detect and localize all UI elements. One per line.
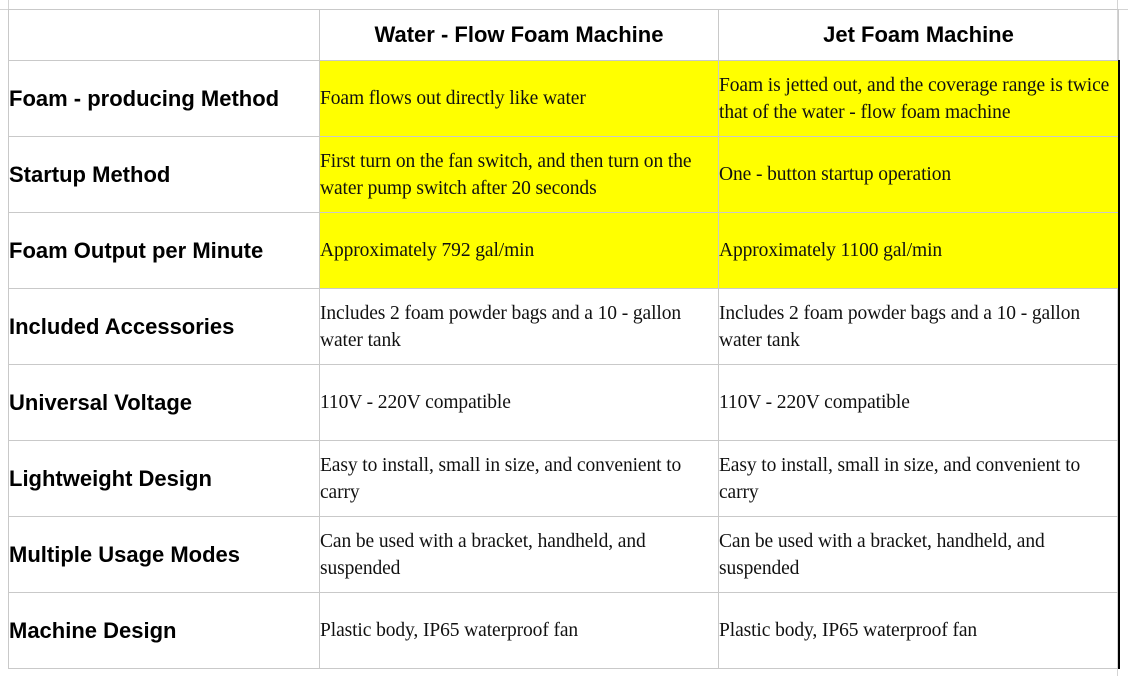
value-cell-jet[interactable]: Includes 2 foam powder bags and a 10 - gallon water tank xyxy=(719,289,1119,365)
row-label-cell[interactable]: Foam - producing Method xyxy=(9,61,320,137)
corner-cell[interactable] xyxy=(9,10,320,61)
value-cell-jet[interactable]: Easy to install, small in size, and convenient to carry xyxy=(719,441,1119,517)
value-cell-jet[interactable]: Approximately 1100 gal/min xyxy=(719,213,1119,289)
value-cell-jet[interactable]: Can be used with a bracket, handheld, and suspended xyxy=(719,517,1119,593)
value-cell-water-flow[interactable]: Easy to install, small in size, and convenient to carry xyxy=(320,441,719,517)
table-row xyxy=(9,441,1119,517)
value-cell-water-flow[interactable]: Approximately 792 gal/min xyxy=(320,213,719,289)
value-cell-jet[interactable]: One - button startup operation xyxy=(719,137,1119,213)
table-row xyxy=(9,593,1119,669)
value-cell-water-flow[interactable]: Can be used with a bracket, handheld, and suspended xyxy=(320,517,719,593)
value-cell-water-flow[interactable]: Plastic body, IP65 waterproof fan xyxy=(320,593,719,669)
row-label-cell[interactable]: Machine Design xyxy=(9,593,320,669)
table-row xyxy=(9,365,1119,441)
row-label-cell[interactable]: Universal Voltage xyxy=(9,365,320,441)
table-row xyxy=(9,61,1119,137)
table-row xyxy=(9,137,1119,213)
value-cell-jet[interactable]: Foam is jetted out, and the coverage range is twice that of the water - flow foam machine xyxy=(719,61,1119,137)
value-cell-jet[interactable]: 110V - 220V compatible xyxy=(719,365,1119,441)
row-label-cell[interactable]: Startup Method xyxy=(9,137,320,213)
value-cell-water-flow[interactable]: Foam flows out directly like water xyxy=(320,61,719,137)
header-row xyxy=(9,10,1119,61)
value-cell-water-flow[interactable]: 110V - 220V compatible xyxy=(320,365,719,441)
table-row xyxy=(9,517,1119,593)
comparison-table xyxy=(8,9,1120,669)
value-cell-water-flow[interactable]: First turn on the fan switch, and then turn on the water pump switch after 20 seconds xyxy=(320,137,719,213)
row-label-cell[interactable]: Lightweight Design xyxy=(9,441,320,517)
column-header-jet[interactable]: Jet Foam Machine xyxy=(719,10,1119,61)
column-header-water-flow[interactable]: Water - Flow Foam Machine xyxy=(320,10,719,61)
row-label-cell[interactable]: Multiple Usage Modes xyxy=(9,517,320,593)
row-label-cell[interactable]: Foam Output per Minute xyxy=(9,213,320,289)
value-cell-jet[interactable]: Plastic body, IP65 waterproof fan xyxy=(719,593,1119,669)
table-row xyxy=(9,213,1119,289)
table-row xyxy=(9,289,1119,365)
value-cell-water-flow[interactable]: Includes 2 foam powder bags and a 10 - gallon water tank xyxy=(320,289,719,365)
row-label-cell[interactable]: Included Accessories xyxy=(9,289,320,365)
